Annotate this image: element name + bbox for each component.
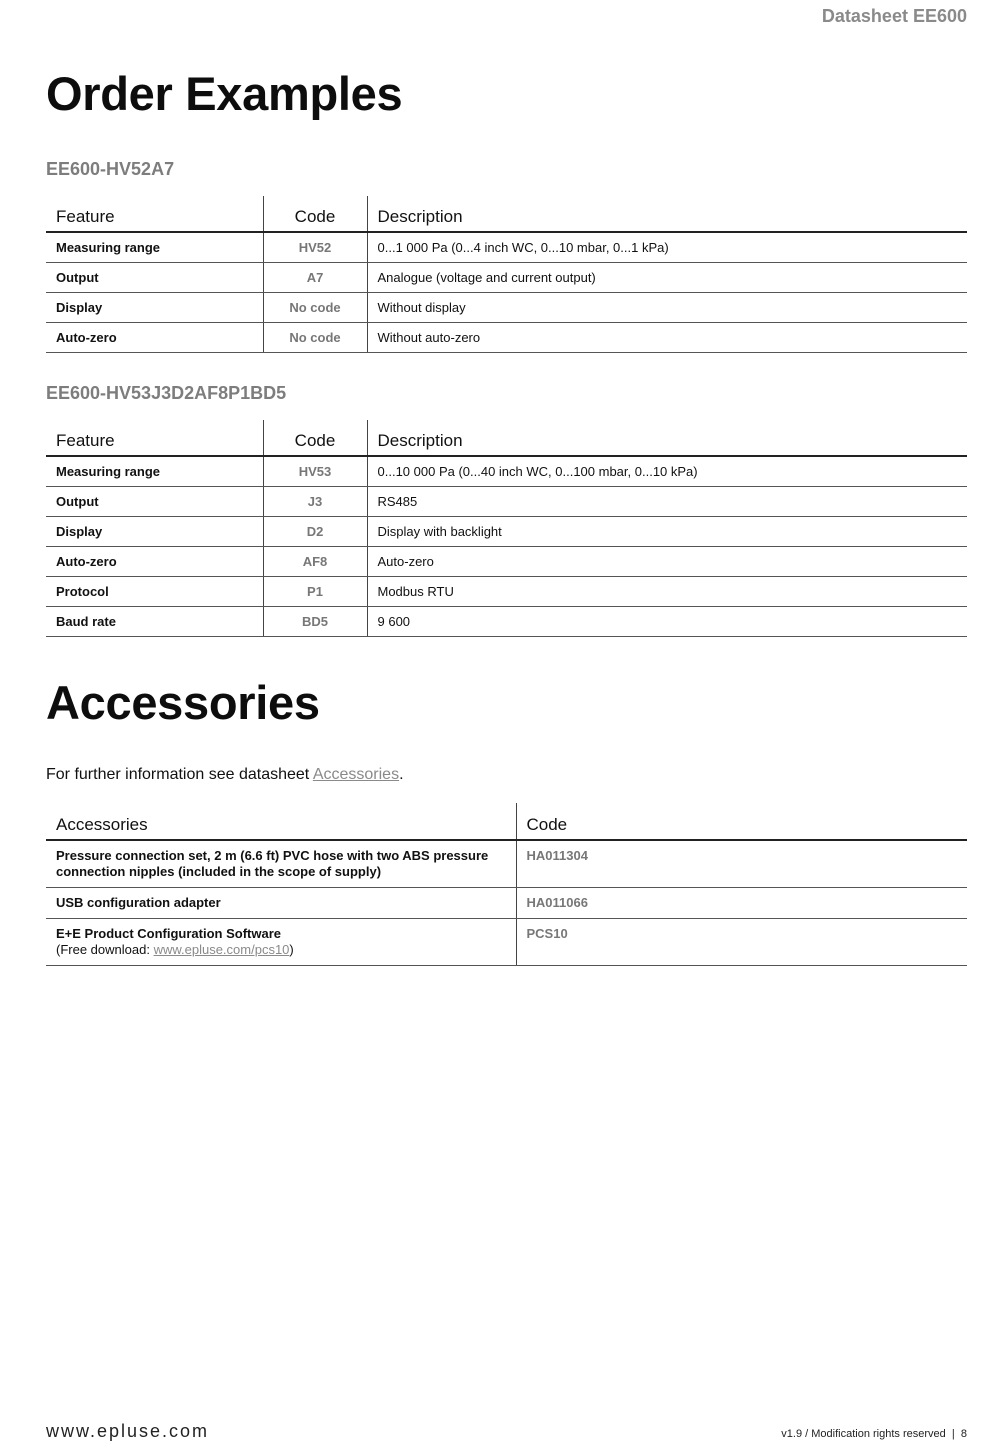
accessory-code: HA011066 (516, 888, 967, 919)
table-row (46, 607, 967, 637)
col-header-code: Code (516, 803, 967, 840)
accessories-table (46, 803, 967, 966)
accessory-note (56, 942, 506, 958)
code-cell: A7 (263, 263, 367, 293)
description-cell: Display with backlight (367, 517, 967, 547)
feature-cell: Output (46, 263, 263, 293)
feature-cell: Baud rate (46, 607, 263, 637)
code-cell: D2 (263, 517, 367, 547)
intro-suffix: . (399, 766, 404, 783)
feature-cell: Measuring range (46, 232, 263, 263)
description-cell: Modbus RTU (367, 577, 967, 607)
datasheet-title: Datasheet EE600 (821, 6, 967, 26)
accessories-intro (46, 766, 404, 784)
accessory-name: E+E Product Configuration Software (56, 926, 281, 941)
description-cell: RS485 (367, 487, 967, 517)
description-cell: 9 600 (367, 607, 967, 637)
footer-version: v1.9 / Modification rights reserved (781, 1428, 946, 1440)
description-cell: 0...1 000 Pa (0...4 inch WC, 0...10 mbar, 0...1 kPa) (367, 232, 967, 263)
table-row (46, 323, 967, 353)
description-cell: Analogue (voltage and current output) (367, 263, 967, 293)
accessory-code: HA011304 (516, 840, 967, 888)
feature-cell: Measuring range (46, 456, 263, 487)
code-cell: HV53 (263, 456, 367, 487)
table-row (46, 517, 967, 547)
col-header-description: Description (367, 420, 967, 456)
code-cell: P1 (263, 577, 367, 607)
footer-info (781, 1428, 967, 1440)
code-cell: J3 (263, 487, 367, 517)
table-row (46, 577, 967, 607)
description-cell: Without display (367, 293, 967, 323)
code-cell: BD5 (263, 607, 367, 637)
example-2-title: EE600-HV53J3D2AF8P1BD5 (46, 383, 287, 403)
footer-separator: | (951, 1428, 955, 1440)
order-examples-heading: Order Examples (46, 67, 403, 120)
note-suffix: ) (289, 942, 294, 957)
accessories-heading: Accessories (46, 676, 320, 729)
accessory-name: Pressure connection set, 2 m (6.6 ft) PVC hose with two ABS pressure connection nipples (included in the scope of supply) (46, 840, 516, 888)
feature-cell: Protocol (46, 577, 263, 607)
table-row (46, 293, 967, 323)
accessory-cell (46, 919, 516, 966)
table-row (46, 232, 967, 263)
example-2-table (46, 420, 967, 637)
intro-text: For further information see datasheet (46, 766, 313, 783)
table-row (46, 919, 967, 966)
description-cell: Auto-zero (367, 547, 967, 577)
description-cell: 0...10 000 Pa (0...40 inch WC, 0...100 mbar, 0...10 kPa) (367, 456, 967, 487)
table-row (46, 263, 967, 293)
code-cell: HV52 (263, 232, 367, 263)
example-1-table (46, 196, 967, 353)
feature-cell: Auto-zero (46, 547, 263, 577)
table-row (46, 487, 967, 517)
table-row (46, 547, 967, 577)
table-row (46, 840, 967, 888)
footer-website: www.epluse.com (46, 1421, 210, 1441)
col-header-feature: Feature (46, 420, 263, 456)
table-row (46, 456, 967, 487)
table-row (46, 888, 967, 919)
code-cell: No code (263, 323, 367, 353)
note-prefix: (Free download: (56, 942, 154, 957)
col-header-code: Code (263, 420, 367, 456)
col-header-feature: Feature (46, 196, 263, 232)
col-header-accessories: Accessories (46, 803, 516, 840)
feature-cell: Output (46, 487, 263, 517)
feature-cell: Display (46, 517, 263, 547)
accessory-name: USB configuration adapter (46, 888, 516, 919)
feature-cell: Display (46, 293, 263, 323)
pcs10-download-link[interactable]: www.epluse.com/pcs10 (153, 942, 290, 957)
col-header-description: Description (367, 196, 967, 232)
code-cell: No code (263, 293, 367, 323)
accessories-datasheet-link[interactable]: Accessories (312, 766, 400, 783)
page-number: 8 (960, 1428, 967, 1440)
description-cell: Without auto-zero (367, 323, 967, 353)
example-1-title: EE600-HV52A7 (46, 159, 175, 179)
accessory-code: PCS10 (516, 919, 967, 966)
code-cell: AF8 (263, 547, 367, 577)
col-header-code: Code (263, 196, 367, 232)
feature-cell: Auto-zero (46, 323, 263, 353)
